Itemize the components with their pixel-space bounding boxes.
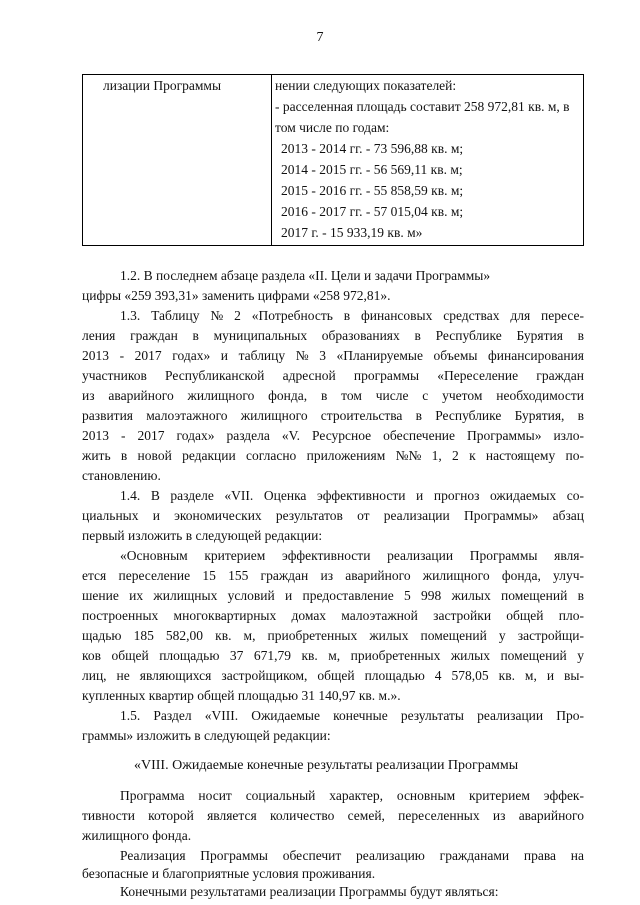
table-cell-line: 2016 - 2017 гг. - 57 015,04 кв. м; <box>281 204 464 219</box>
body-line: щадью 185 582,00 кв. м, приобретенных жилых помещений у застройщи- <box>82 628 584 643</box>
table-row <box>83 75 584 246</box>
table-cell-line: том числе по годам: <box>275 120 390 135</box>
table-cell-line: 2014 - 2015 гг. - 56 569,11 кв. м; <box>281 162 463 177</box>
table-cell-line: - расселенная площадь составит 258 972,81 кв. м, в <box>275 99 570 114</box>
table-cell-label: лизации Программы <box>83 75 272 246</box>
body-line: безопасные и благоприятные условия проживания. <box>82 866 376 881</box>
body-line: 2013 - 2017 годах» и таблицу № 3 «Планируемые объемы финансирования <box>82 348 584 363</box>
table-cell-line: 2015 - 2016 гг. - 55 858,59 кв. м; <box>281 183 464 198</box>
table-cell-values <box>272 75 584 246</box>
body-line: тивности которой является количество семей, переселенных из аварийного <box>82 808 584 823</box>
indicators-table <box>82 74 584 246</box>
page-number: 7 <box>316 30 324 45</box>
body-line: жить в новой редакции согласно приложениям №№ 1, 2 к настоящему по- <box>82 448 584 463</box>
table-cell-line: 2017 г. - 15 933,19 кв. м» <box>281 225 423 240</box>
section-heading: «VIII. Ожидаемые конечные результаты реализации Программы <box>134 758 519 773</box>
body-line: развития малоэтажного жилищного строительства в Республике Бурятия, в <box>82 408 584 423</box>
body-line: Конечными результатами реализации Программы будут являться: <box>120 884 499 899</box>
body-line: купленных квартир общей площадью 31 140,97 кв. м.». <box>82 688 401 703</box>
body-line: ется переселение 15 155 граждан из аварийного жилищного фонда, улуч- <box>82 568 584 583</box>
body-line: лиц, не являющихся застройщиком, общей площадью 4 578,05 кв. м, и вы- <box>82 668 584 683</box>
body-line: 1.2. В последнем абзаце раздела «II. Цели и задачи Программы» <box>120 268 491 283</box>
body-line: ков общей площадью 37 671,79 кв. м, приобретенных жилых помещений у <box>82 648 584 663</box>
body-line: построенных многоквартирных домах малоэтажной застройки общей пло- <box>82 608 584 623</box>
body-line: участников Республиканской адресной программы «Переселение граждан <box>82 368 584 383</box>
body-line: цифры «259 393,31» заменить цифрами «258 972,81». <box>82 288 391 303</box>
body-line: из аварийного жилищного фонда, в том числе с учетом необходимости <box>82 388 584 403</box>
body-line: циальных и экономических результатов от реализации Программы» абзац <box>82 508 584 523</box>
body-line: 1.3. Таблицу № 2 «Потребность в финансовых средствах для пересе- <box>120 308 584 323</box>
body-line: 2013 - 2017 годах» раздела «V. Ресурсное обеспечение Программы» изло- <box>82 428 584 443</box>
body-line: становлению. <box>82 468 161 483</box>
body-line: первый изложить в следующей редакции: <box>82 528 323 543</box>
body-line: Реализация Программы обеспечит реализацию гражданами права на <box>120 848 584 863</box>
body-line: 1.4. В разделе «VII. Оценка эффективности и прогноз ожидаемых со- <box>120 488 584 503</box>
body-line: Программа носит социальный характер, основным критерием эффек- <box>120 788 584 803</box>
table-cell-line: 2013 - 2014 гг. - 73 596,88 кв. м; <box>281 141 464 156</box>
body-line: граммы» изложить в следующей редакции: <box>82 728 331 743</box>
table-cell-line: нении следующих показателей: <box>275 78 457 93</box>
body-line: ления граждан в муниципальных образованиях в Республике Бурятия в <box>82 328 584 343</box>
body-line: шение их жилищных условий и предоставление 5 998 жилых помещений в <box>82 588 584 603</box>
body-line: «Основным критерием эффективности реализации Программы явля- <box>120 548 584 563</box>
body-line: жилищного фонда. <box>82 828 192 843</box>
body-line: 1.5. Раздел «VIII. Ожидаемые конечные результаты реализации Про- <box>120 708 584 723</box>
